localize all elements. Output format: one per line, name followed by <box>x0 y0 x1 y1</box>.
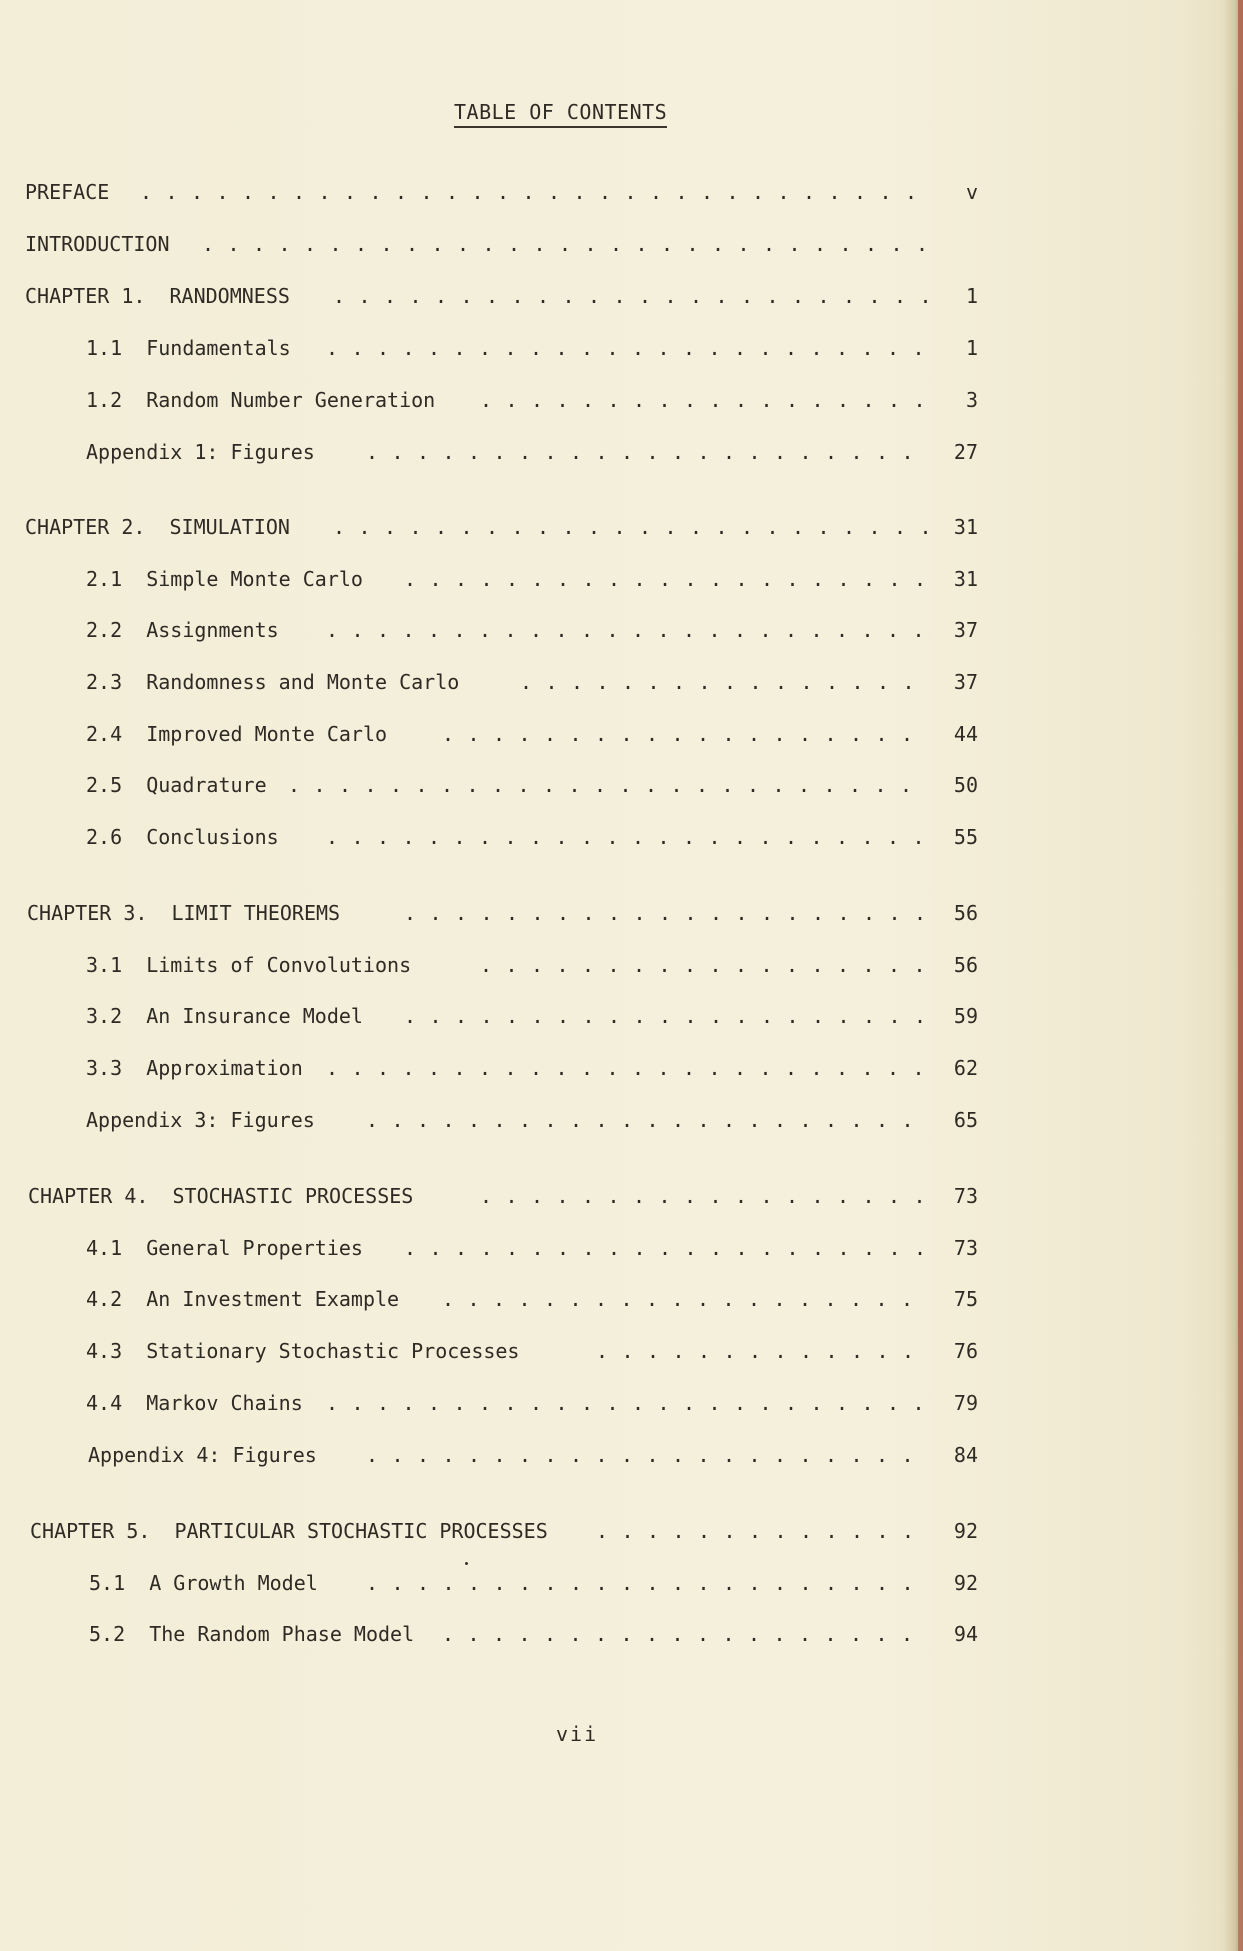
toc-entry: Appendix 1: Figures . . . . . . . . . . . . . . . . . . . . . . 27 <box>86 440 978 464</box>
toc-entry-label: 2.2 Assignments <box>86 618 279 642</box>
toc-entry-label: Appendix 1: Figures <box>86 440 315 464</box>
toc-entry-label: PREFACE <box>25 180 110 204</box>
toc-entry-page: 73 <box>953 1184 978 1208</box>
toc-entry: CHAPTER 1. RANDOMNESS . . . . . . . . . . . . . . . . . . . . . . . . 1 <box>25 284 978 308</box>
toc-entry: 3.1 Limits of Convolutions . . . . . . . . . . . . . . . . . . 56 <box>86 953 978 977</box>
toc-entry: 2.4 Improved Monte Carlo . . . . . . . . . . . . . . . . . . . 44 <box>86 722 978 746</box>
toc-entry: 5.2 The Random Phase Model . . . . . . . . . . . . . . . . . . . 94 <box>89 1622 978 1646</box>
toc-entry: 4.2 An Investment Example . . . . . . . . . . . . . . . . . . . 75 <box>86 1287 978 1311</box>
page-number: vii <box>556 1722 599 1746</box>
toc-entry: Appendix 4: Figures . . . . . . . . . . . . . . . . . . . . . . 84 <box>88 1443 978 1467</box>
toc-entry: 2.6 Conclusions . . . . . . . . . . . . . . . . . . . . . . . . 55 <box>86 825 978 849</box>
book-edge-stain <box>1238 0 1243 1951</box>
toc-entry-label: CHAPTER 2. SIMULATION <box>25 515 290 539</box>
toc-entry-page: 75 <box>953 1287 978 1311</box>
toc-entry-page: 1 <box>965 284 978 308</box>
toc-entry-page: 56 <box>953 901 978 925</box>
toc-entry-label: 4.3 Stationary Stochastic Processes <box>86 1339 520 1363</box>
toc-entry: CHAPTER 5. PARTICULAR STOCHASTIC PROCESSES . . . . . . . . . . . . . 92 <box>30 1519 978 1543</box>
toc-entry: 3.3 Approximation . . . . . . . . . . . . . . . . . . . . . . . . 62 <box>86 1056 978 1080</box>
toc-entry-page: 55 <box>953 825 978 849</box>
toc-entry-page: 79 <box>953 1391 978 1415</box>
toc-entry-page: 92 <box>953 1519 978 1543</box>
toc-entry-page: 1 <box>965 336 978 360</box>
toc-entry-label: CHAPTER 1. RANDOMNESS <box>25 284 290 308</box>
toc-entry: PREFACE . . . . . . . . . . . . . . . . . . . . . . . . . . . . . . . v <box>25 180 978 204</box>
toc-entry-page: v <box>965 180 978 204</box>
ink-speck <box>465 1562 468 1565</box>
toc-entry-label: 1.2 Random Number Generation <box>86 388 436 412</box>
toc-entry-page: 84 <box>953 1443 978 1467</box>
toc-entry-label: Appendix 4: Figures <box>88 1443 317 1467</box>
toc-entry: 4.3 Stationary Stochastic Processes . . . . . . . . . . . . . 76 <box>86 1339 978 1363</box>
toc-entry-label: 5.1 A Growth Model <box>89 1571 318 1595</box>
toc-entry-page: 59 <box>953 1004 978 1028</box>
toc-entry-page: 27 <box>953 440 978 464</box>
toc-entry-label: 3.3 Approximation <box>86 1056 303 1080</box>
toc-entry-page: 73 <box>953 1236 978 1260</box>
toc-entry-page: 76 <box>953 1339 978 1363</box>
toc-entry-page: 31 <box>953 515 978 539</box>
toc-entry: CHAPTER 2. SIMULATION . . . . . . . . . . . . . . . . . . . . . . . . 31 <box>25 515 978 539</box>
toc-entry-label: 4.1 General Properties <box>86 1236 363 1260</box>
toc-entry-page: 62 <box>953 1056 978 1080</box>
toc-entry: 2.2 Assignments . . . . . . . . . . . . . . . . . . . . . . . . 37 <box>86 618 978 642</box>
toc-entry-label: 2.4 Improved Monte Carlo <box>86 722 388 746</box>
toc-entry: 3.2 An Insurance Model . . . . . . . . . . . . . . . . . . . . . 59 <box>86 1004 978 1028</box>
toc-entry: CHAPTER 3. LIMIT THEOREMS . . . . . . . . . . . . . . . . . . . . . 56 <box>27 901 978 925</box>
toc-entry-page: 37 <box>953 670 978 694</box>
toc-entry-page: 94 <box>953 1622 978 1646</box>
toc-entry: 2.5 Quadrature . . . . . . . . . . . . . . . . . . . . . . . . . 50 <box>86 773 978 797</box>
toc-entry-label: 2.3 Randomness and Monte Carlo <box>86 670 460 694</box>
toc-entry: CHAPTER 4. STOCHASTIC PROCESSES . . . . . . . . . . . . . . . . . . 73 <box>28 1184 978 1208</box>
toc-entry-label: 1.1 Fundamentals <box>86 336 291 360</box>
toc-entry: 2.3 Randomness and Monte Carlo . . . . . . . . . . . . . . . . 37 <box>86 670 978 694</box>
toc-entry-page: 92 <box>953 1571 978 1595</box>
toc-entry-label: Appendix 3: Figures <box>86 1108 315 1132</box>
toc-entry-label: 2.5 Quadrature <box>86 773 267 797</box>
toc-entry-page: 31 <box>953 567 978 591</box>
toc-entry: 2.1 Simple Monte Carlo . . . . . . . . . . . . . . . . . . . . . 31 <box>86 567 978 591</box>
toc-entry: 5.1 A Growth Model . . . . . . . . . . . . . . . . . . . . . . 92 <box>89 1571 978 1595</box>
toc-entry: 1.2 Random Number Generation . . . . . . . . . . . . . . . . . . 3 <box>86 388 978 412</box>
toc-entry: 4.1 General Properties . . . . . . . . . . . . . . . . . . . . . 73 <box>86 1236 978 1260</box>
toc-entry-label: CHAPTER 4. STOCHASTIC PROCESSES <box>28 1184 414 1208</box>
toc-entry: 4.4 Markov Chains . . . . . . . . . . . . . . . . . . . . . . . . 79 <box>86 1391 978 1415</box>
toc-entry-page: 37 <box>953 618 978 642</box>
toc-entry: 1.1 Fundamentals . . . . . . . . . . . . . . . . . . . . . . . . 1 <box>86 336 978 360</box>
toc-entry: Appendix 3: Figures . . . . . . . . . . . . . . . . . . . . . . 65 <box>86 1108 978 1132</box>
toc-entry-label: 2.6 Conclusions <box>86 825 279 849</box>
toc-entry-page: 50 <box>953 773 978 797</box>
toc-entry-page: 3 <box>965 388 978 412</box>
toc-entry-page: 65 <box>953 1108 978 1132</box>
toc-entry-label: 2.1 Simple Monte Carlo <box>86 567 363 591</box>
toc-entry-label: CHAPTER 5. PARTICULAR STOCHASTIC PROCESSES <box>30 1519 548 1543</box>
toc-entry-label: 5.2 The Random Phase Model <box>89 1622 415 1646</box>
toc-entry-page: 56 <box>953 953 978 977</box>
toc-entry-label: 3.2 An Insurance Model <box>86 1004 363 1028</box>
toc-entry-page: 44 <box>953 722 978 746</box>
toc-entry-label: 4.2 An Investment Example <box>86 1287 400 1311</box>
toc-entry-label: CHAPTER 3. LIMIT THEOREMS <box>27 901 341 925</box>
toc-entry-label: 3.1 Limits of Convolutions <box>86 953 412 977</box>
page-title: TABLE OF CONTENTS <box>454 100 667 128</box>
toc-entry-label: INTRODUCTION <box>25 232 170 256</box>
toc-entry: INTRODUCTION . . . . . . . . . . . . . . . . . . . . . . . . . . . . . <box>25 232 929 256</box>
toc-entry-label: 4.4 Markov Chains <box>86 1391 303 1415</box>
